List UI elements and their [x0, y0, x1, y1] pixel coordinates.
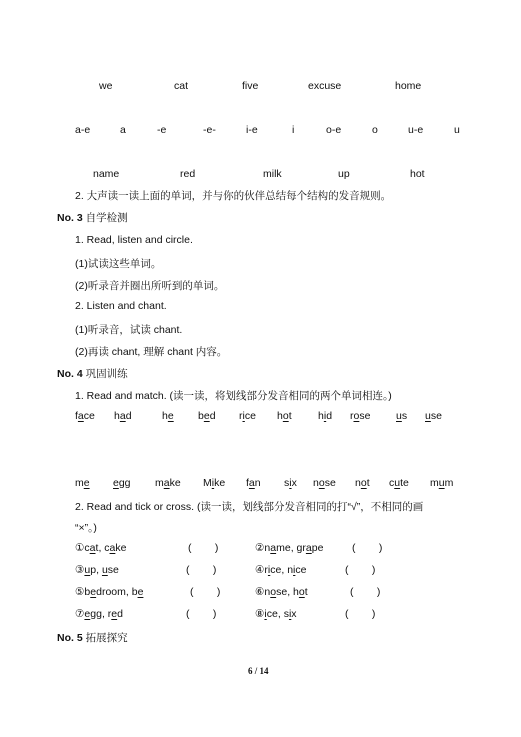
pair-item: ⑦egg, red	[75, 608, 123, 620]
answer-blank[interactable]: ( )	[188, 542, 219, 554]
pair-item: ②name, grape	[255, 542, 324, 554]
match-word[interactable]: rice	[239, 410, 256, 422]
pattern: a-e	[75, 124, 91, 136]
match-word[interactable]: bed	[198, 410, 216, 422]
section-label: No. 3	[57, 212, 83, 224]
match-word[interactable]: mum	[430, 477, 454, 489]
match-word[interactable]: hot	[277, 410, 292, 422]
word-five: five	[242, 80, 259, 92]
pattern: -e	[157, 124, 167, 136]
match-word[interactable]: cute	[389, 477, 409, 489]
exercise-line: (2)再读 chant, 理解 chant 内容。	[75, 346, 228, 358]
page-number: 6 / 14	[248, 666, 269, 676]
word-we: we	[99, 80, 113, 92]
match-word[interactable]: make	[155, 477, 181, 489]
pattern: -e-	[203, 124, 216, 136]
match-word[interactable]: egg	[113, 477, 131, 489]
pattern: i-e	[246, 124, 258, 136]
tick-instruction: 2. Read and tick or cross. (读一读，划线部分发音相同的打“√”，不相同的画	[75, 501, 424, 513]
exercise-line: 2. Listen and chant.	[75, 300, 167, 312]
exercise-line: 1. Read, listen and circle.	[75, 234, 193, 246]
pattern: u	[454, 124, 460, 136]
pattern: o	[372, 124, 378, 136]
match-word[interactable]: he	[162, 410, 174, 422]
exercise-line: (1)听录音，试读 chant.	[75, 324, 183, 336]
pair-item: ⑤bedroom, be	[75, 586, 144, 598]
pair-item: ①cat, cake	[75, 542, 127, 554]
exercise-line: (1)试读这些单词。	[75, 258, 162, 270]
match-word[interactable]: had	[114, 410, 132, 422]
match-word[interactable]: use	[425, 410, 442, 422]
exercise-line: (2)听录音并圈出所听到的单词。	[75, 280, 225, 292]
pair-item: ⑧ice, six	[255, 608, 297, 620]
match-word[interactable]: us	[396, 410, 408, 422]
pattern: i	[292, 124, 295, 136]
word-home: home	[395, 80, 422, 92]
section-label: No. 4	[57, 368, 83, 380]
section-label: No. 5	[57, 632, 83, 644]
match-word[interactable]: nose	[313, 477, 336, 489]
pattern: o-e	[326, 124, 342, 136]
word-cat: cat	[174, 80, 189, 92]
match-instruction: 1. Read and match. (读一读，将划线部分发音相同的两个单词相连。)	[75, 390, 392, 402]
match-word[interactable]: fan	[246, 477, 261, 489]
word-red: red	[180, 168, 196, 180]
pair-item: ④rice, nice	[255, 564, 307, 576]
match-word[interactable]: six	[284, 477, 297, 489]
section-heading-no4	[57, 366, 128, 381]
section-title: 拓展探究	[85, 632, 128, 644]
word-excuse: excuse	[308, 80, 342, 92]
pair-item: ⑥nose, hot	[255, 586, 308, 598]
match-word[interactable]: not	[355, 477, 370, 489]
instruction-text: 2. 大声读一读上面的单词，并与你的伙伴总结每个结构的发音规则。	[75, 190, 392, 202]
word-hot: hot	[410, 168, 425, 180]
pattern: u-e	[408, 124, 424, 136]
answer-blank[interactable]: ( )	[345, 564, 376, 576]
word-name: name	[93, 168, 120, 180]
answer-blank[interactable]: ( )	[350, 586, 381, 598]
section-heading-no5	[57, 630, 128, 645]
pair-item: ③up, use	[75, 564, 119, 576]
word-milk: milk	[263, 168, 282, 180]
section-title: 巩固训练	[85, 368, 128, 380]
match-word[interactable]: Mike	[203, 477, 226, 489]
answer-blank[interactable]: ( )	[186, 564, 217, 576]
section-heading-no3	[57, 210, 128, 225]
pattern: a	[120, 124, 126, 136]
match-word[interactable]: face	[75, 410, 95, 422]
section-title: 自学检测	[85, 212, 128, 224]
answer-blank[interactable]: ( )	[345, 608, 376, 620]
answer-blank[interactable]: ( )	[186, 608, 217, 620]
match-word[interactable]: me	[75, 477, 90, 489]
answer-blank[interactable]: ( )	[190, 586, 221, 598]
match-word[interactable]: rose	[350, 410, 371, 422]
match-word[interactable]: hid	[318, 410, 333, 422]
tick-instruction: “×”。)	[75, 522, 97, 534]
answer-blank[interactable]: ( )	[352, 542, 383, 554]
word-up: up	[338, 168, 350, 180]
